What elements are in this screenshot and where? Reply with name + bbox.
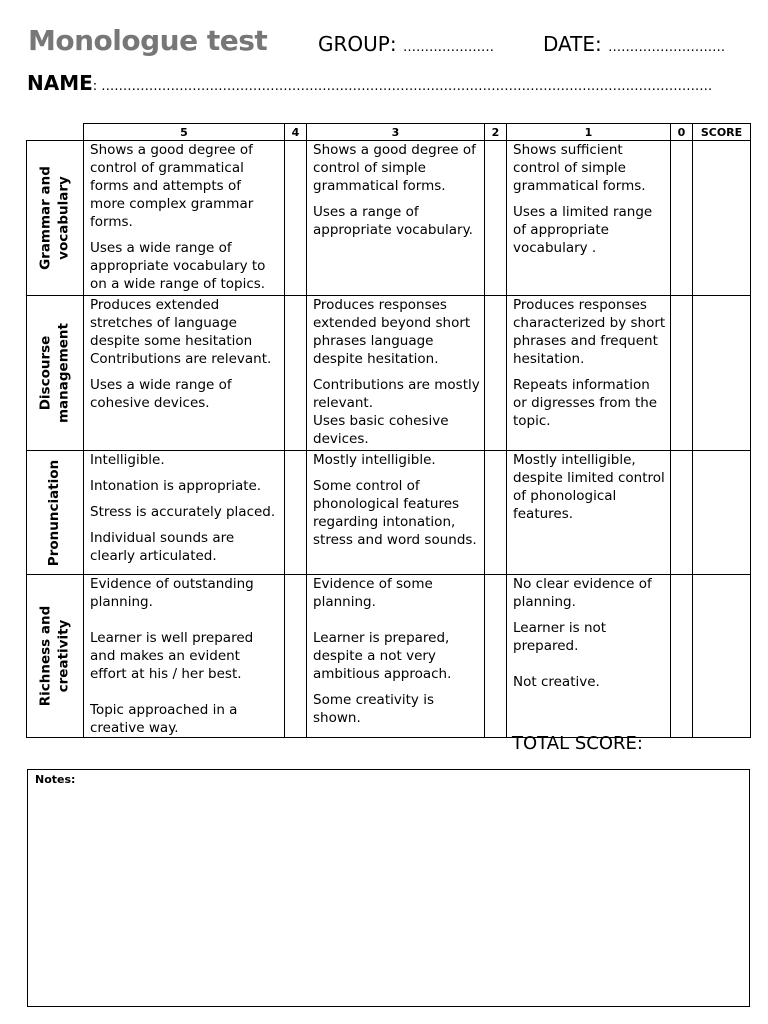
col-header-4: 4 <box>285 124 307 141</box>
score-box-4[interactable] <box>285 141 307 296</box>
score-cell[interactable] <box>693 141 751 296</box>
score-box-2[interactable] <box>485 296 507 451</box>
descriptor-1: No clear evidence of planning. Learner is not prepared. Not creative. <box>507 575 671 738</box>
col-header-3: 3 <box>307 124 485 141</box>
col-header-score: SCORE <box>693 124 751 141</box>
group-field <box>318 32 494 56</box>
score-box-4[interactable] <box>285 296 307 451</box>
name-label: NAME <box>27 71 93 95</box>
page-title: Monologue test <box>28 24 268 57</box>
category-label: Discourse management <box>37 322 71 424</box>
total-score-label: TOTAL SCORE: <box>512 733 643 754</box>
name-blank-line[interactable]: : …………………………………………………………………………………………………………………………… <box>92 79 713 94</box>
score-cell[interactable] <box>693 451 751 575</box>
descriptor-3: Produces responses extended beyond short phrases language despite hesitation. Contributions are mostly relevant. Uses basic cohesive devices. <box>307 296 485 451</box>
category-cell <box>27 296 84 451</box>
score-box-2[interactable] <box>485 451 507 575</box>
col-header-2: 2 <box>485 124 507 141</box>
notes-box[interactable] <box>27 769 750 1007</box>
category-cell <box>27 451 84 575</box>
rubric-row-grammar <box>27 141 751 296</box>
descriptor-3: Mostly intelligible. Some control of phonological features regarding intonation, stress and word sounds. <box>307 451 485 575</box>
descriptor-3: Shows a good degree of control of simple grammatical forms. Uses a range of appropriate vocabulary. <box>307 141 485 296</box>
descriptor-5: Evidence of outstanding planning. Learner is well prepared and makes an evident effort at his / her best. Topic approached in a creative way. <box>84 575 285 738</box>
date-label: DATE: <box>543 32 602 56</box>
col-header-1: 1 <box>507 124 671 141</box>
score-box-0[interactable] <box>671 451 693 575</box>
group-label: GROUP: <box>318 32 397 56</box>
category-cell <box>27 141 84 296</box>
score-box-2[interactable] <box>485 575 507 738</box>
name-field <box>27 71 712 95</box>
rubric-row-discourse <box>27 296 751 451</box>
date-blank-line[interactable]: ……………………… <box>608 40 726 55</box>
category-label: Pronunciation <box>46 459 63 566</box>
date-field <box>543 32 725 56</box>
score-box-2[interactable] <box>485 141 507 296</box>
rubric-row-pronunciation <box>27 451 751 575</box>
descriptor-5: Intelligible. Intonation is appropriate. Stress is accurately placed. Individual sounds are clearly articulated. <box>84 451 285 575</box>
score-box-4[interactable] <box>285 451 307 575</box>
notes-label: Notes: <box>35 773 76 786</box>
score-box-4[interactable] <box>285 575 307 738</box>
category-label: Richness and creativity <box>37 605 71 707</box>
group-blank-line[interactable]: ………………… <box>402 40 494 55</box>
rubric-row-richness <box>27 575 751 738</box>
score-box-0[interactable] <box>671 141 693 296</box>
descriptor-3: Evidence of some planning. Learner is prepared, despite a not very ambitious approach. Some creativity is shown. <box>307 575 485 738</box>
score-box-0[interactable] <box>671 575 693 738</box>
rubric-header-row <box>27 124 751 141</box>
descriptor-5: Shows a good degree of control of grammatical forms and attempts of more complex grammar forms. Uses a wide range of appropriate vocabulary to on a wide range of topics. <box>84 141 285 296</box>
score-cell[interactable] <box>693 575 751 738</box>
descriptor-1: Shows sufficient control of simple grammatical forms. Uses a limited range of appropriate vocabulary . <box>507 141 671 296</box>
descriptor-1: Mostly intelligible, despite limited control of phonological features. <box>507 451 671 575</box>
score-box-0[interactable] <box>671 296 693 451</box>
category-cell <box>27 575 84 738</box>
col-header-0: 0 <box>671 124 693 141</box>
descriptor-5: Produces extended stretches of language despite some hesitation Contributions are relevant. Uses a wide range of cohesive devices. <box>84 296 285 451</box>
header-corner <box>27 124 84 141</box>
rubric-table <box>26 123 751 738</box>
col-header-5: 5 <box>84 124 285 141</box>
score-cell[interactable] <box>693 296 751 451</box>
descriptor-1: Produces responses characterized by short phrases and frequent hesitation. Repeats information or digresses from the topic. <box>507 296 671 451</box>
category-label: Grammar and vocabulary <box>37 166 71 270</box>
